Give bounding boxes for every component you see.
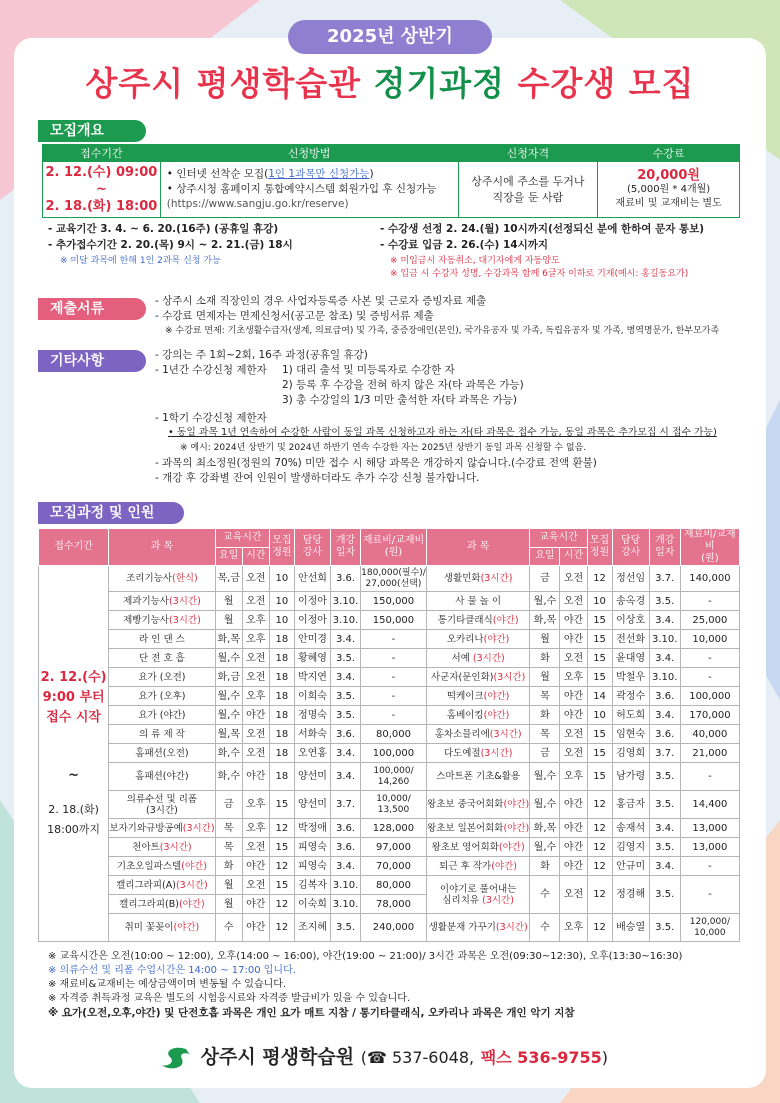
pay-note-1: ※ 미입금시 자동취소, 대기자에게 자동양도 (390, 256, 560, 266)
course-fee: - (680, 876, 739, 914)
course-name: 천아트(3시간) (109, 838, 216, 857)
course-fee: 25,000 (680, 611, 739, 630)
course-fee: 40,000 (680, 725, 739, 744)
table-row: 의 류 제 작 월,목 오전 18 서화숙 3.6. 80,000 홍차소믈리에(3시간) 목 오전 15 임현숙 3.6. 40,000 (39, 725, 740, 744)
section-etc: 기타사항 (38, 350, 146, 372)
edu-period: - 교육기간 3. 4. ~ 6. 20.(16주) (공휴일 휴강) (48, 223, 279, 235)
course-fee: - (680, 857, 739, 876)
page-title: 상주시 평생학습관 정기과정 수강생 모집 (85, 64, 695, 103)
course-fee: 120,000/ 10,000 (680, 914, 739, 942)
course-fee: 100,000 (680, 687, 739, 706)
table-row: 2. 12.(수) 9:00 부터 접수 시작 ~ 2. 18.(화) 18:00까지 조리기능사(한식) 목,금 오전 10 안선희 3.6. 180,000(필수)/ 27,000(선택) 생활민화(3시간) 금 오전 12 정선임 3.7. 140,000 (39, 566, 740, 592)
course-name: 제빵기능사(3시간) (109, 611, 216, 630)
course-name: 이야기로 풀어내는 심리치유 (3시간) (426, 876, 529, 914)
etc-line-3b: ※ 예시: 2024년 상반기 및 2024년 하반기 연속 수강한 자는 2025년 상반기 동일 과목 신청할 수 없음. (180, 443, 587, 453)
table-row: 홈패션(야간) 화,수 야간 18 양선미 3.4. 100,000/ 14,260 스마트폰 기초&활용 월,수 오후 15 남가령 3.5. - (39, 763, 740, 791)
select-date: - 수강생 선정 2. 24.(월) 10시까지(선정되신 분에 한하여 문자 통보) (380, 223, 705, 235)
table-row: 제빵기능사(3시간) 월 오후 10 이정아 3.10. 150,000 통기타클래식(야간) 화,목 야간 15 이상호 3.4. 25,000 (39, 611, 740, 630)
table-row: 요가 (오전) 화,금 오전 18 박지연 3.4. - 사군자(문인화)(3시간) 월 오후 15 박철우 3.10. - (39, 668, 740, 687)
course-fee: 240,000 (361, 914, 427, 942)
etc-line-3a: • 동일 과목 1년 연속하여 수강한 사람이 동일 과목 신청하고자 하는 자(타 과목은 접수 가능, 동일 과목은 추가모집 시 접수 가능) (168, 427, 717, 438)
course-fee: 100,000 (361, 744, 427, 763)
course-name: 생활분재 가꾸기(3시간) (426, 914, 529, 942)
course-name: 조리기능사(한식) (109, 566, 216, 592)
course-name: 캘리그라피(A)(3시간) (109, 876, 216, 895)
extra-period: - 추가접수기간 2. 20.(목) 9시 ~ 2. 21.(금) 18시 (48, 239, 293, 251)
period-badge: 2025년 상반기 (288, 20, 492, 54)
table-row: 보자기와규방공예(3시간) 목 오후 12 박정애 3.6. 128,000 왕초보 일본어회화(야간) 화,목 야간 12 송재석 3.4. 13,000 (39, 819, 740, 838)
course-name: 요가 (오전) (109, 668, 216, 687)
course-name: 단 전 호 흡 (109, 649, 216, 668)
course-fee: 78,000 (361, 895, 427, 914)
etc-line-2b: 2) 등록 후 수강을 전혀 하지 않은 자(타 과목은 가능) (282, 379, 524, 391)
course-name: 라 인 댄 스 (109, 630, 216, 649)
pay-note-2: ※ 입금 시 수강자 성명, 수강과목 함께 6글자 이하로 기재(예시: 홍길동요가) (390, 269, 689, 279)
course-fee: - (680, 649, 739, 668)
course-fee: 100,000/ 14,260 (361, 763, 427, 791)
course-name: 의 류 제 작 (109, 725, 216, 744)
course-fee: 180,000(필수)/ 27,000(선택) (361, 566, 427, 592)
table-row: 요가 (오후) 월,수 오후 18 이희숙 3.5. - 떡케이크(야간) 목 야간 14 곽정수 3.6. 100,000 (39, 687, 740, 706)
course-name: 기초오일파스텔(야간) (109, 857, 216, 876)
etc-line-5: - 개강 후 강좌별 잔여 인원이 발생하더라도 추가 수강 신청 불가합니다. (155, 472, 480, 484)
table-row: 천아트(3시간) 목 오전 15 피영숙 3.6. 97,000 왕초보 영어회화(야간) 월,수 야간 12 김영지 3.5. 13,000 (39, 838, 740, 857)
course-name: 취미 꽃꽂이(야간) (109, 914, 216, 942)
section-courses: 모집과정 및 인원 (38, 502, 184, 524)
table-row: 의류수선 및 리폼 (3시간) 금 오후 15 양선미 3.7. 10,000/ 13,500 왕초보 중국어회화(야간) 월,수 야간 12 홍금자 3.5. 14,400 (39, 791, 740, 819)
section-overview: 모집개요 (38, 120, 146, 142)
etc-line-2a: 1) 대리 출석 및 미등록자로 수강한 자 (282, 364, 455, 376)
doc-line-1: - 상주시 소재 직장인의 경우 사업자등록증 사본 및 근로자 증빙자료 제출 (155, 295, 487, 307)
table-row: 취미 꽃꽂이(야간) 수 야간 12 조지혜 3.5. 240,000 생활분재 가꾸기(3시간) 수 오후 12 배승열 3.5. 120,000/ 10,000 (39, 914, 740, 942)
course-name: 보자기와규방공예(3시간) (109, 819, 216, 838)
table-row: 기초오일파스텔(야간) 화 야간 12 피영숙 3.4. 70,000 퇴근 후 작가(야간) 화 야간 12 안규미 3.4. - (39, 857, 740, 876)
course-name: 요가 (야간) (109, 706, 216, 725)
course-name: 왕초보 일본어회화(야간) (426, 819, 529, 838)
course-name: 제과기능사(3시간) (109, 592, 216, 611)
course-fee: 150,000 (361, 592, 427, 611)
course-fee: 14,400 (680, 791, 739, 819)
doc-line-3: ※ 수강료 면제: 기초생활수급자(생계, 의료급여) 및 가족, 중증장애인(본인), 국가유공자 및 가족, 독립유공자 및 가족, 병역명문가, 한부모가족 (165, 326, 720, 336)
course-fee: 140,000 (680, 566, 739, 592)
course-name: 요가 (오후) (109, 687, 216, 706)
course-fee: 150,000 (361, 611, 427, 630)
course-fee: - (361, 706, 427, 725)
course-fee: 10,000 (680, 630, 739, 649)
table-row: 단 전 호 흡 월,수 오전 18 황혜영 3.5. - 서예 (3시간) 화 오전 15 윤대영 3.4. - (39, 649, 740, 668)
etc-line-4: - 과목의 최소정원(정원의 70%) 미만 접수 시 해당 과목은 개강하지 않습니다.(수강료 전액 환불) (155, 457, 597, 469)
course-fee: - (361, 630, 427, 649)
course-name: 스마트폰 기초&활용 (426, 763, 529, 791)
course-fee: - (361, 649, 427, 668)
course-fee: 80,000 (361, 725, 427, 744)
etc-line-2c: 3) 총 수강일의 1/3 미만 출석한 자(타 과목은 가능) (282, 394, 517, 406)
course-fee: 70,000 (361, 857, 427, 876)
pay-date: - 수강료 입금 2. 26.(수) 14시까지 (380, 239, 549, 251)
course-name: 사 물 놀 이 (426, 592, 529, 611)
extra-note: ※ 미달 과목에 한해 1인 2과목 신청 가능 (60, 256, 221, 266)
registration-period: 2. 12.(수) 9:00 부터 접수 시작 ~ 2. 18.(화) 18:00까지 (39, 566, 109, 942)
doc-line-2: - 수강료 면제자는 면제신청서(공고문 참조) 및 증빙서류 제출 (155, 310, 434, 322)
table-row: 요가 (야간) 월,수 야간 18 정명숙 3.5. - 홈베이킹(야간) 화 야간 10 허도희 3.4. 170,000 (39, 706, 740, 725)
course-fee: 97,000 (361, 838, 427, 857)
course-name: 왕초보 영어회화(야간) (426, 838, 529, 857)
course-name: 퇴근 후 작가(야간) (426, 857, 529, 876)
course-fee: 10,000/ 13,500 (361, 791, 427, 819)
course-fee: - (680, 668, 739, 687)
summary-table: 접수기간 신청방법 신청자격 수강료 2. 12.(수) 09:00 ~ 2. 18.(화) 18:00 • 인터넷 선착순 모집(1인 1과목만 신청가능) • 상주시청 홈페이지 통합예약시스템 회원가입 후 신청가능 (https://www.sangju.go.kr/reserve) 상주시에 주소를 두거나 직장을 둔 사람 20,000원 (5,000원 * 4개월) 재료비 및 교재비는 별도 (42, 144, 740, 218)
course-name: 의류수선 및 리폼 (3시간) (109, 791, 216, 819)
course-name: 홍차소믈리에(3시간) (426, 725, 529, 744)
table-row: 캘리그라피(B)(야간) 월 야간 12 이숙희 3.10. 78,000 (39, 895, 740, 914)
table-row: 홈패션(오전) 화,수 오전 18 오연홍 3.4. 100,000 다도예절(3시간) 금 오전 15 김영희 3.7. 21,000 (39, 744, 740, 763)
course-name: 서예 (3시간) (426, 649, 529, 668)
course-name: 사군자(문인화)(3시간) (426, 668, 529, 687)
course-name: 다도예절(3시간) (426, 744, 529, 763)
course-fee: 13,000 (680, 838, 739, 857)
course-fee: - (680, 763, 739, 791)
course-fee: - (361, 668, 427, 687)
course-fee: 128,000 (361, 819, 427, 838)
etc-line-2: - 1년간 수강신청 제한자 (155, 364, 267, 376)
course-name: 캘리그라피(B)(야간) (109, 895, 216, 914)
course-fee: 170,000 (680, 706, 739, 725)
course-fee: 13,000 (680, 819, 739, 838)
table-row: 캘리그라피(A)(3시간) 월 오전 15 김복자 3.10. 80,000 이야기로 풀어내는 심리치유 (3시간) 수 오전 12 정경해 3.5. - (39, 876, 740, 895)
course-name: 오카리나(야간) (426, 630, 529, 649)
course-fee: 21,000 (680, 744, 739, 763)
course-fee: - (361, 687, 427, 706)
course-fee: - (680, 592, 739, 611)
course-name: 홈패션(야간) (109, 763, 216, 791)
course-name: 왕초보 중국어회화(야간) (426, 791, 529, 819)
section-documents: 제출서류 (38, 298, 146, 320)
course-name: 떡케이크(야간) (426, 687, 529, 706)
etc-line-3: - 1학기 수강신청 제한자 (155, 412, 267, 424)
table-row: 라 인 댄 스 화,목 오후 18 안미경 3.4. - 오카리나(야간) 월 야간 15 전선화 3.10. 10,000 (39, 630, 740, 649)
course-table: 접수기간 과 목 교육시간 모집 정원 담당 강사 개강 일자 재료비/교재비 (원) 과 목 교육시간 모집 정원 담당 강사 개강 일자 재료비/교재비 (원) 요일 시간 요일 시간 2. 12.(수) 9:00 부터 접수 시작 ~ 2. 18.(화) 18:00까지 조리기능사(한식) 목,금 오전 10 안선희 3.6. 180,000(필수)/ 27,000(선택) 생활민화(3시간) 금 오전 12 정선임 3.7. 140,000 제과기능사(3시간) 월 오전 10 이정아 3.10. 150,000 사 물 놀 이 월,수 오전 10 송옥경 3.5. - 제빵기능사(3시간) 월 오후 10 이정아 3.10. 150,000 통기타클래식(야간) 화,목 야간 15 이상호 3.4. 25,000 라 인 댄 스 화,목 오후 18 안미경 3.4. - 오카리나(야간) 월 야간 15 전선화 3.10. 10,000 단 전 호 흡 월,수 오전 18 황혜영 3.5. - 서예 (3시간) 화 오전 15 윤대영 3.4. - 요가 (오전) 화,금 오전 18 박지연 3.4. - 사군자(문인화)(3시간) 월 오후 15 박철우 3.10. - 요가 (오후) 월,수 오후 18 이희숙 3.5. - 떡케이크(야간) 목 야간 14 곽정수 3.6. 100,000 요가 (야간) 월,수 야간 18 정명숙 3.5. - 홈베이킹(야간) 화 야간 10 허도희 3.4. 170,000 의 류 제 작 월,목 오전 18 서화숙 3.6. 80,000 홍차소믈리에(3시간) 목 오전 15 임현숙 3.6. 40,000 홈패션(오전) 화,수 오전 18 오연홍 3.4. 100,000 다도예절(3시간) 금 오전 15 김영희 3.7. 21,000 홈패션(야간) 화,수 야간 18 양선미 3.4. 100,000/ 14,260 스마트폰 기초&활용 월,수 오후 15 남가령 3.5. - 의류수선 및 리폼 (3시간) 금 오후 15 양선미 3.7. 10,000/ 13,500 왕초보 중국어회화(야간) 월,수 야간 12 홍금자 3.5. 14,400 보자기와규방공예(3시간) 목 오후 12 박정애 3.6. 128,000 왕초보 일본어회화(야간) 화,목 야간 12 송재석 3.4. 13,000 천아트(3시간) 목 오전 15 피영숙 3.6. 97,000 왕초보 영어회화(야간) 월,수 야간 12 김영지 3.5. 13,000 기초오일파스텔(야간) 화 야간 12 피영숙 3.4. 70,000 퇴근 후 작가(야간) 화 야간 12 안규미 3.4. - 캘리그라피(A)(3시간) 월 오전 15 김복자 3.10. 80,000 이야기로 풀어내는 심리치유 (3시간) 수 오전 12 정경해 3.5. - 캘리그라피(B)(야간) 월 야간 12 이숙희 3.10. 78,000 취미 꽃꽂이(야간) 수 야간 12 조지혜 3.5. 240,000 생활분재 가꾸기(3시간) 수 오후 12 배승열 3.5. 120,000/ 10,000 (38, 528, 740, 942)
course-fee: 80,000 (361, 876, 427, 895)
table-row: 제과기능사(3시간) 월 오전 10 이정아 3.10. 150,000 사 물 놀 이 월,수 오전 10 송옥경 3.5. - (39, 592, 740, 611)
course-name: 홈베이킹(야간) (426, 706, 529, 725)
course-name: 통기타클래식(야간) (426, 611, 529, 630)
course-name: 생활민화(3시간) (426, 566, 529, 592)
course-name: 홈패션(오전) (109, 744, 216, 763)
footer-contact: 상주시 평생학습원 (☎ 537-6048, 팩스 536-9755) (160, 1042, 608, 1071)
etc-line-1: - 강의는 주 1회~2회, 16주 과정(공휴일 휴강) (155, 349, 368, 361)
sangju-logo-icon (160, 1045, 194, 1071)
footnotes: ※ 교육시간은 오전(10:00 ~ 12:00), 오후(14:00 ~ 16:00), 야간(19:00 ~ 21:00)/ 3시간 과목은 오전(09:30~12:30), 오후(13:30~16:30) ※ 의류수선 및 리폼 수업시간은 14:00 ~ 17:00 입니다. ※ 재료비&교재비는 예상금액이며 변동될 수 있습니다. ※ 자격증 취득과정 교육은 별도의 시험응시료와 자격증 발급비가 있을 수 있습니다. ※ 요가(오전,오후,야간) 및 단전호흡 과목은 개인 요가 매트 지참 / 통기타클래식, 오카리나 과목은 개인 악기 지참 (48, 951, 683, 1019)
